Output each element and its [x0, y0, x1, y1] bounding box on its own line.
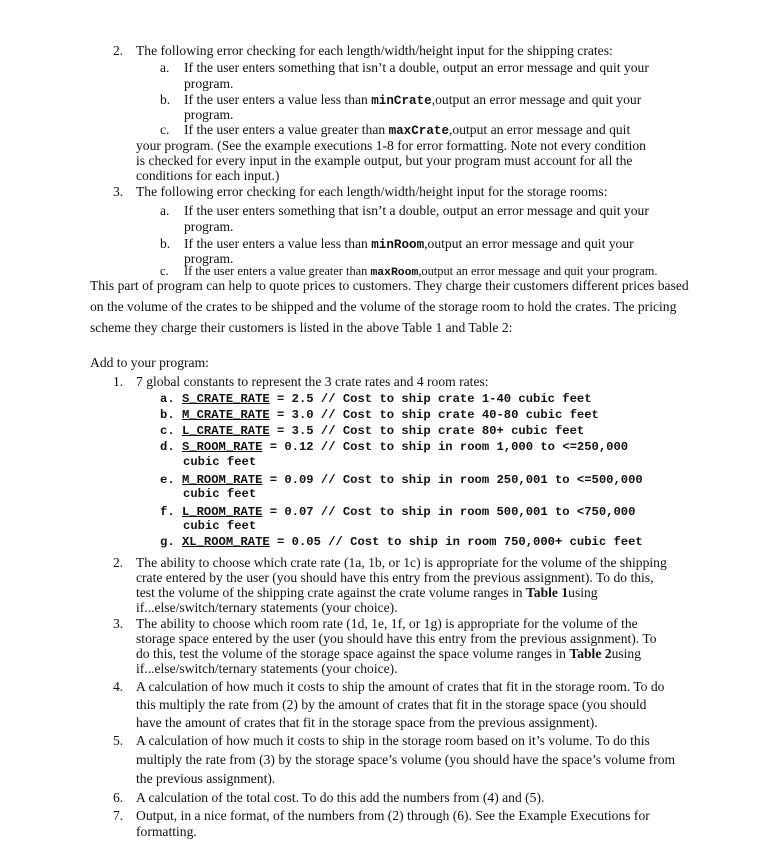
constant-f: f. L_ROOM_RATE = 0.07 // Cost to ship in room 500,001 to <750,000	[160, 505, 636, 519]
list-7-number: 7.	[113, 808, 124, 823]
item-3c-text: If the user enters a value greater than maxRoom,output an error message and quit your program.	[184, 264, 658, 279]
list-5-line-2: multiply the rate from (3) by the storage space’s volume (you should have the space’s volume from	[136, 752, 676, 767]
item-2c-cont-3: conditions for each input.)	[136, 168, 280, 183]
constant-b: b. M_CRATE_RATE = 3.0 // Cost to ship crate 40-80 cubic feet	[160, 408, 599, 422]
item-3a-cont: program.	[184, 219, 234, 234]
item-2c-text: If the user enters a value greater than maxCrate,output an error message and quit	[184, 122, 631, 138]
item-3a-text: If the user enters something that isn’t a double, output an error message and quit your	[184, 203, 649, 218]
list-3-line-2: storage space entered by the user (you should have this entry from the previous assignment). To	[136, 631, 657, 646]
list-3-line-3: do this, test the volume of the storage space against the space volume ranges in Table 2using	[136, 646, 642, 661]
list-5-line-1: A calculation of how much it costs to ship in the storage room based on it’s volume. To do this	[136, 733, 650, 748]
paragraph-line-3: scheme they charge their customers is listed in the above Table 1 and Table 2:	[90, 320, 513, 335]
list-2-line-1: The ability to choose which crate rate (1a, 1b, or 1c) is appropriate for the volume of the shipping	[136, 555, 667, 570]
code-minroom: minRoom	[371, 238, 425, 252]
list-2-line-3: test the volume of the shipping crate against the crate volume ranges in Table 1using	[136, 585, 598, 600]
paragraph-line-1: This part of program can help to quote prices to customers. They charge their customers different prices based	[90, 278, 689, 293]
list-3-line-4: if...else/switch/ternary statements (your choice).	[136, 661, 398, 676]
item-2c-label: c.	[160, 122, 170, 137]
item-3a-label: a.	[160, 203, 170, 218]
constant-c: c. L_CRATE_RATE = 3.5 // Cost to ship crate 80+ cubic feet	[160, 424, 585, 438]
item-2a-label: a.	[160, 60, 170, 75]
constant-a: a. S_CRATE_RATE = 2.5 // Cost to ship crate 1-40 cubic feet	[160, 392, 592, 406]
constant-e-cont: cubic feet	[183, 487, 257, 501]
list-6-number: 6.	[113, 790, 124, 805]
item-2a-text: If the user enters something that isn’t a double, output an error message and quit your	[184, 60, 649, 75]
list-3-number: 3.	[113, 616, 124, 631]
item-3b-cont: program.	[184, 251, 234, 266]
constant-f-cont: cubic feet	[183, 519, 257, 533]
list-1-number: 1.	[113, 374, 124, 389]
item-3-number: 3.	[113, 184, 124, 199]
item-2c-cont-1: your program. (See the example executions 1-8 for error formatting. Note not every condition	[136, 138, 646, 153]
add-heading: Add to your program:	[90, 355, 209, 370]
list-6-line-1: A calculation of the total cost. To do this add the numbers from (4) and (5).	[136, 790, 545, 805]
item-3b-label: b.	[160, 236, 171, 251]
list-4-line-3: have the amount of crates that fit in the storage space from the previous assignment).	[136, 715, 598, 730]
list-5-number: 5.	[113, 733, 124, 748]
code-maxroom: maxRoom	[370, 267, 419, 279]
list-4-line-1: A calculation of how much it costs to ship the amount of crates that fit in the storage room. To do	[136, 679, 665, 694]
list-7-line-2: formatting.	[136, 824, 197, 839]
item-3-text: The following error checking for each length/width/height input for the storage rooms:	[136, 184, 608, 199]
constant-d: d. S_ROOM_RATE = 0.12 // Cost to ship in room 1,000 to <=250,000	[160, 440, 629, 454]
list-2-line-2: crate entered by the user (you should have this entry from the previous assignment). To do this,	[136, 570, 654, 585]
item-2b-text: If the user enters a value less than minCrate,output an error message and quit your	[184, 92, 642, 108]
constant-g: g. XL_ROOM_RATE = 0.05 // Cost to ship in room 750,000+ cubic feet	[160, 535, 643, 549]
item-2a-cont: program.	[184, 76, 234, 91]
list-3-line-1: The ability to choose which room rate (1d, 1e, 1f, or 1g) is appropriate for the volume of the	[136, 616, 638, 631]
item-2b-cont: program.	[184, 107, 234, 122]
constant-e: e. M_ROOM_RATE = 0.09 // Cost to ship in room 250,001 to <=500,000	[160, 473, 643, 487]
list-2-line-4: if...else/switch/ternary statements (your choice).	[136, 600, 398, 615]
list-7-line-1: Output, in a nice format, of the numbers from (2) through (6). See the Example Executions for	[136, 808, 650, 823]
paragraph-line-2: on the volume of the crates to be shipped and the volume of the storage room to hold the crates. The pricing	[90, 299, 677, 314]
code-mincrate: minCrate	[371, 94, 432, 108]
list-2-number: 2.	[113, 555, 124, 570]
item-2b-label: b.	[160, 92, 171, 107]
code-maxcrate: maxCrate	[388, 124, 450, 138]
list-4-line-2: this multiply the rate from (2) by the amount of crates that fit in the storage space (you should	[136, 697, 647, 712]
item-3c-label: c.	[160, 264, 169, 278]
constant-d-cont: cubic feet	[183, 455, 257, 469]
item-2c-cont-2: is checked for every input in the example output, but your program must account for all the	[136, 153, 633, 168]
item-3b-text: If the user enters a value less than minRoom,output an error message and quit your	[184, 236, 634, 252]
list-1-text: 7 global constants to represent the 3 crate rates and 4 room rates:	[136, 374, 489, 389]
item-2-text: The following error checking for each length/width/height input for the shipping crates:	[136, 43, 613, 58]
item-2-number: 2.	[113, 43, 124, 58]
list-4-number: 4.	[113, 679, 124, 694]
list-5-line-3: the previous assignment).	[136, 771, 276, 786]
